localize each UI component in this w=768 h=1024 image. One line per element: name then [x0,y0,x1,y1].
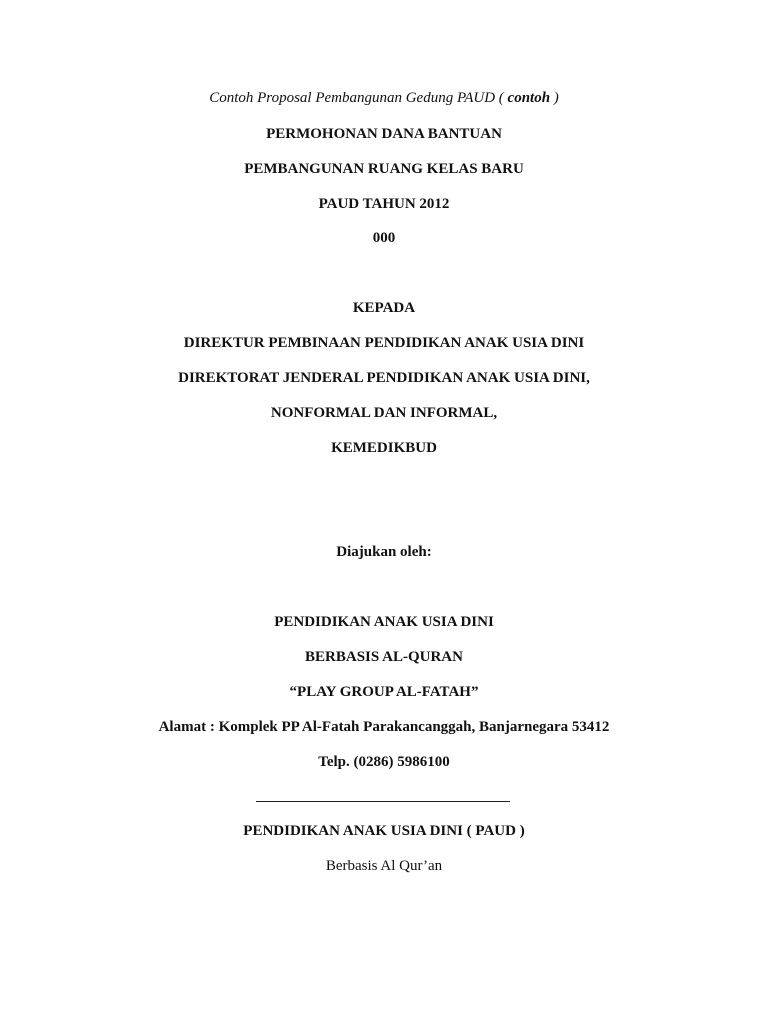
caption-emphasis: contoh [507,90,551,106]
institution-line-group: “PLAY GROUP AL-FATAH” [289,684,479,700]
institution-line-name: PENDIDIKAN ANAK USIA DINI [274,614,494,630]
header-line-number: 000 [372,230,396,246]
caption-suffix: ) [550,90,559,106]
separator-rule [256,801,510,802]
recipient-line-director: DIREKTUR PEMBINAAN PENDIDIKAN ANAK USIA DINI [183,335,585,351]
header-line-year: PAUD TAHUN 2012 [318,196,450,212]
header-line-request: PERMOHONAN DANA BANTUAN [266,126,502,142]
address-line: Alamat : Komplek PP Al-Fatah Parakancanggah, Banjarnegara 53412 [158,719,610,735]
phone-line: Telp. (0286) 5986100 [318,754,450,770]
recipient-line-to: KEPADA [352,300,416,316]
recipient-line-ministry: KEMEDIKBUD [331,440,437,456]
footer-subtitle: Berbasis Al Qur’an [325,858,443,874]
recipient-line-directorate: DIREKTORAT JENDERAL PENDIDIKAN ANAK USIA DINI, [178,370,590,386]
submitted-by-label: Diajukan oleh: [336,544,432,560]
footer-title: PENDIDIKAN ANAK USIA DINI ( PAUD ) [243,823,525,839]
caption-prefix: Contoh Proposal Pembangunan Gedung PAUD ( [209,90,508,106]
document-caption [0,89,768,107]
header-line-project: PEMBANGUNAN RUANG KELAS BARU [244,161,524,177]
recipient-line-nonformal: NONFORMAL DAN INFORMAL, [270,405,498,421]
institution-line-basis: BERBASIS AL-QURAN [305,649,463,665]
